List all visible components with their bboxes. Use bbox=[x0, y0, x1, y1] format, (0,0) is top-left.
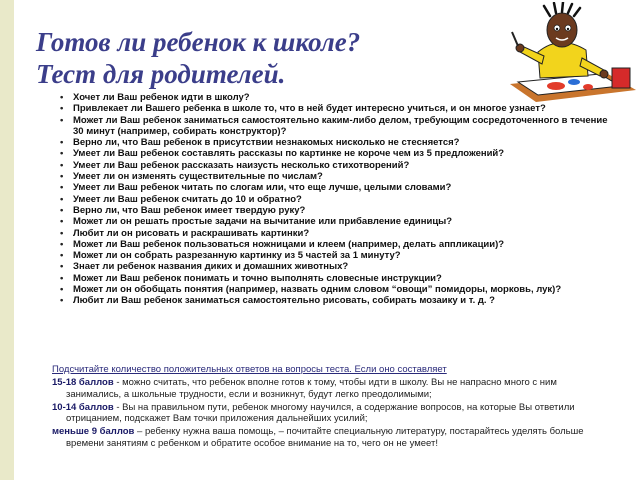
question-item: • Умеет ли он изменять существительные по числам? bbox=[60, 171, 616, 182]
left-accent-bar bbox=[0, 0, 14, 480]
red-paint-blob bbox=[547, 82, 565, 90]
result-item bbox=[52, 377, 612, 400]
question-item: • Может ли Ваш ребенок пользоваться ножницами и клеем (например, делать аппликации)? bbox=[60, 239, 616, 250]
question-item: • Привлекает ли Вашего ребенка в школе то, что в ней будет интересно учиться, и он многое узнает? bbox=[60, 103, 616, 114]
results-section bbox=[52, 364, 612, 451]
question-item: • Может ли он обобщать понятия (например, назвать одним словом “овощи” помидоры, морковь, лук)? bbox=[60, 284, 616, 295]
question-item: • Может ли Ваш ребенок заниматься самостоятельно каким-либо делом, требующим сосредоточенного в течение 30 минут (например, собирать конструктор)? bbox=[60, 115, 616, 138]
question-item: • Умеет ли Ваш ребенок читать по слогам или, что еще лучше, целыми словами? bbox=[60, 182, 616, 193]
question-item: • Верно ли, что Ваш ребенок имеет твердую руку? bbox=[60, 205, 616, 216]
brush bbox=[512, 32, 518, 46]
question-item: • Может ли он собрать разрезанную картинку из 5 частей за 1 минуту? bbox=[60, 250, 616, 261]
question-item: • Знает ли ребенок названия диких и домашних животных? bbox=[60, 261, 616, 272]
question-item: • Верно ли, что Ваш ребенок в присутствии незнакомых нисколько не стесняется? bbox=[60, 137, 616, 148]
result-range: 10-14 баллов bbox=[52, 401, 114, 413]
child-head bbox=[547, 13, 577, 47]
result-range: 15-18 баллов bbox=[52, 377, 114, 389]
question-item: • Умеет ли Ваш ребенок составлять рассказы по картинке не короче чем из 5 предложений? bbox=[60, 148, 616, 159]
title-line-1: Готов ли ребенок к школе? bbox=[36, 27, 361, 57]
child-painting-illustration bbox=[508, 2, 638, 102]
question-item: • Любит ли Ваш ребенок заниматься самостоятельно рисовать, собирать мозаику и т. д. ? bbox=[60, 295, 616, 306]
red-paint-blob-2 bbox=[583, 84, 593, 90]
result-range: меньше 9 баллов bbox=[52, 426, 135, 438]
paint-pot bbox=[612, 68, 630, 88]
title-line-2: Тест для родителей. bbox=[36, 59, 286, 89]
page-title bbox=[36, 26, 360, 90]
question-item: • Умеет ли Ваш ребенок считать до 10 и обратно? bbox=[60, 194, 616, 205]
result-text: - Вы на правильном пути, ребенок многому научился, а содержание вопросов, на которые Вы ответили отрицанием, подскажет Вам точки приложения дальнейших усилий; bbox=[66, 401, 575, 425]
question-item: • Хочет ли Ваш ребенок идти в школу? bbox=[60, 92, 616, 103]
result-text-prefix: – ребенку нужна ваша помощь, bbox=[134, 426, 276, 438]
results-intro: Подсчитайте количество положительных ответов на вопросы теста. Если оно составляет bbox=[52, 364, 447, 375]
question-list bbox=[60, 92, 616, 307]
question-item: • Может ли Ваш ребенок понимать и точно выполнять словесные инструкции? bbox=[60, 273, 616, 284]
child-shirt bbox=[538, 42, 588, 78]
result-item bbox=[52, 426, 612, 449]
question-item: • Любит ли он рисовать и раскрашивать картинки? bbox=[60, 228, 616, 239]
result-item bbox=[52, 402, 612, 425]
question-item: • Может ли он решать простые задачи на вычитание или прибавление единицы? bbox=[60, 216, 616, 227]
question-item: • Умеет ли Ваш ребенок рассказать наизусть несколько стихотворений? bbox=[60, 160, 616, 171]
result-text: - можно считать, что ребенок вполне готов к тому, чтобы идти в школу. Вы не напрасно много с ним занимались, а школьные трудности, если и возникнут, будут легко преодолимыми; bbox=[66, 377, 557, 400]
result-text: – почитайте специальную литературу, постарайтесь уделять больше времени занятиям с ребенком и обратите особое внимание на то, чего он не умеет! bbox=[66, 426, 584, 449]
blue-paint-blob bbox=[568, 79, 580, 85]
